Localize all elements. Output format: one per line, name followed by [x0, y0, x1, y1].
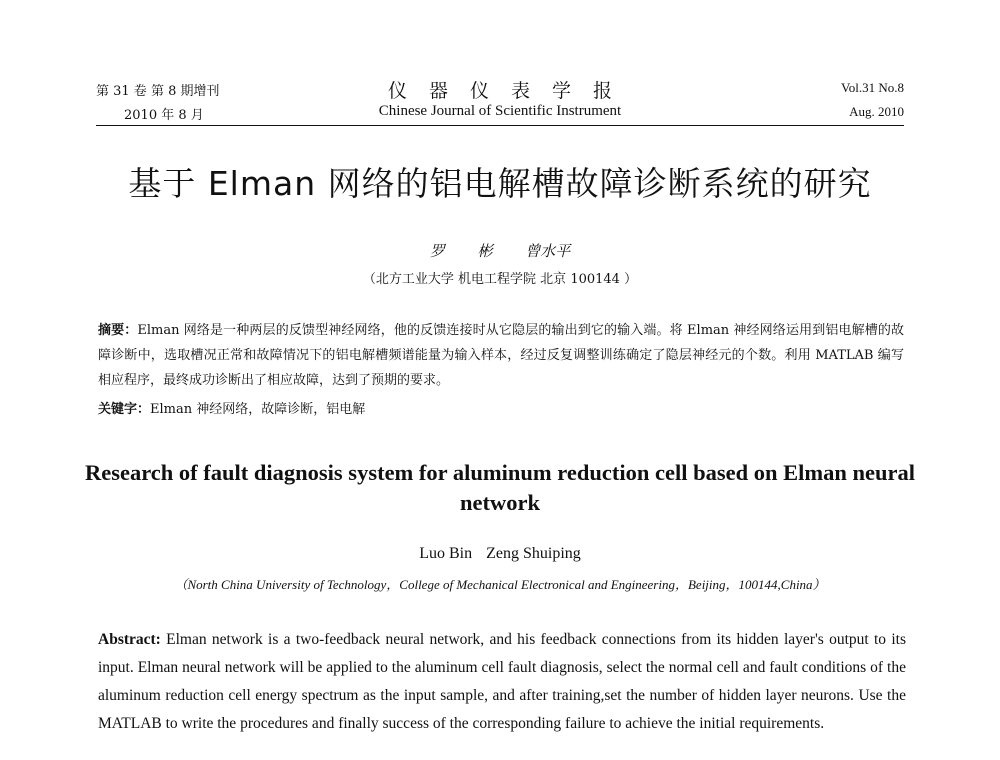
authors-en: [0, 545, 1000, 563]
author-1-en: Luo Bin: [419, 545, 473, 562]
paper-title-en: Research of fault diagnosis system for aluminum reduction cell based on Elman neural network: [84, 460, 916, 515]
journal-date-cn: 2010 年 8 月: [124, 108, 204, 123]
abstract-text-cn: Elman 网络是一种两层的反馈型神经网络，他的反馈连接时从它隐层的输出到它的输入端。将 Elman 神经网络运用到铝电解槽的故障诊断中，选取槽况正常和故障情况下的铝电解槽频谱能量为输入样本，经过反复调整训练确定了隐层神经元的个数。利用 MATLAB 编写相应程序，最终成功诊断出了相应故障，达到了预期的要求。: [98, 323, 904, 388]
abstract-text-en: Elman network is a two-feedback neural network, and his feedback connections from its hidden layer's output to its input. Elman neural network will be applied to the aluminum cell fault diagnosis, select the normal cell and fault conditions of the aluminum reduction cell energy spectrum as the input sample, and after training,set the number of hidden layer neurons. Use the MATLAB to write the procedures and finally success of the corresponding failure to achieve the initial requirements.: [98, 631, 907, 732]
journal-header: [96, 76, 904, 126]
abstract-label-cn: 摘要：: [98, 323, 138, 338]
author-2-en: Zeng Shuiping: [486, 545, 581, 562]
paper-title-cn: 基于 Elman 网络的铝电解槽故障诊断系统的研究: [128, 164, 872, 203]
header-divider: [96, 125, 904, 126]
journal-volume-cn: 第 31 卷 第 8 期增刊: [96, 84, 220, 99]
journal-volume-en: Vol.31 No.8: [841, 80, 904, 95]
authors-cn: 罗 彬 曾水平: [429, 242, 571, 260]
keywords-label-cn: 关键字：: [98, 402, 151, 417]
abstract-label-en: Abstract:: [98, 631, 161, 648]
keywords-cn: [98, 398, 904, 417]
journal-name-en: Chinese Journal of Scientific Instrument: [378, 103, 622, 119]
journal-date-en: Aug. 2010: [849, 104, 904, 119]
abstract-cn: [98, 318, 904, 393]
abstract-en: [98, 626, 906, 738]
affiliation-en: （North China University of Technology，College of Mechanical Electronical and Engineering，Beijing，100144,China）: [174, 577, 826, 592]
affiliation-cn: （北方工业大学 机电工程学院 北京 100144 ）: [362, 272, 638, 287]
keywords-text-cn: Elman 神经网络，故障诊断，铝电解: [150, 402, 366, 417]
journal-name-cn: 仪器仪表学报: [387, 80, 634, 102]
